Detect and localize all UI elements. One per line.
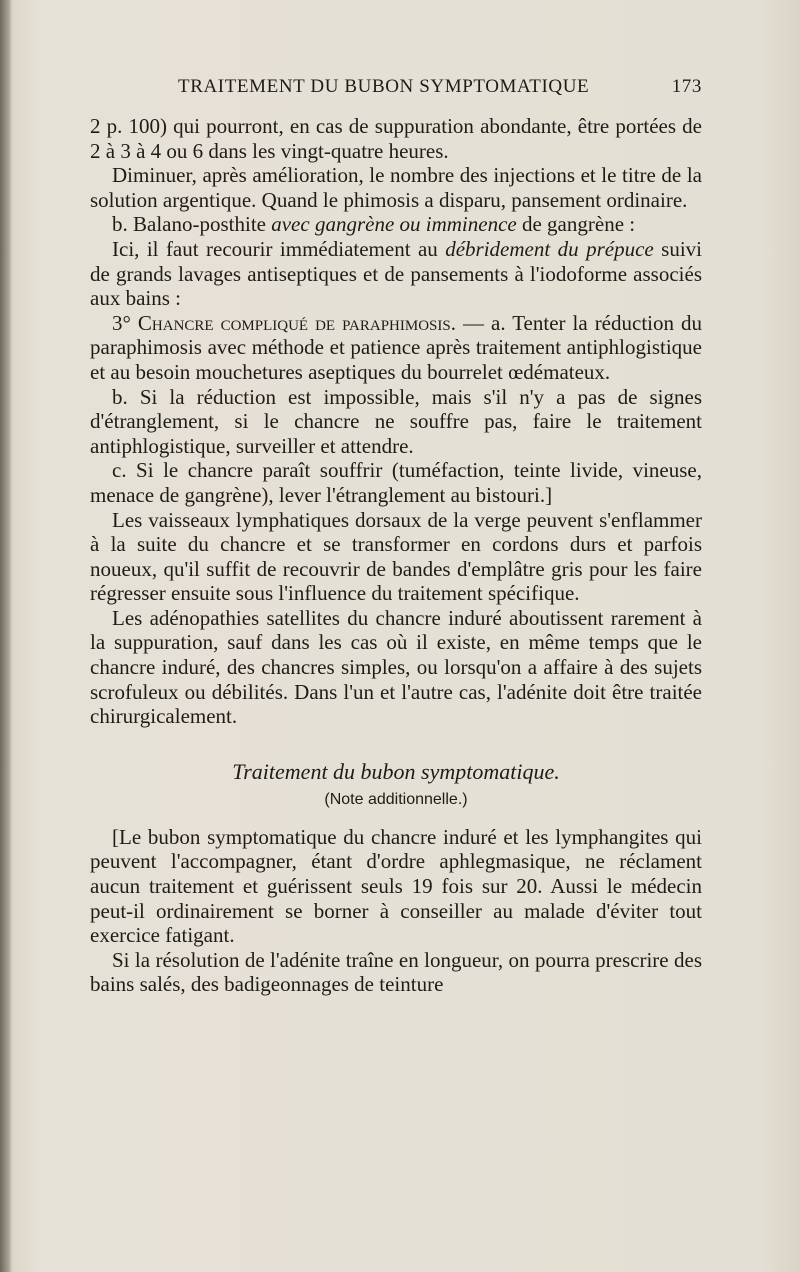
p4-suffix: suivi de grands lavages antiseptiques et de pansements à l'iodoforme associés aux bains :: [90, 236, 702, 311]
p4-prefix: Ici, il faut recourir immédiatement au: [112, 236, 446, 261]
p4-italic: débridement du prépuce: [445, 236, 654, 261]
p5-rest: — a. Tenter la réduction du paraphimosis avec méthode et patience après traitement antiphlogistique et au besoin mouchetures aseptiques du bourrelet œdémateux.: [90, 310, 702, 384]
p5-small-caps: 3° Chancre compliqué de paraphimosis.: [112, 310, 456, 335]
body-text: [90, 114, 702, 997]
page-number: 173: [671, 76, 702, 97]
paragraph-10: [Le bubon symptomatique du chancre induré et les lymphangites qui peuvent l'accompagner, étant d'ordre aphlegmasique, ne réclament aucun traitement et guérissent seuls 19 fois sur 20. Aussi le médecin peut-il ordinairement se borner à conseiller au malade d'éviter tout exercice fatigant.: [90, 824, 702, 948]
paragraph-5: [90, 311, 702, 385]
paragraph-9: Les adénopathies satellites du chancre induré aboutissent rarement à la suppuration, sauf dans les cas où il existe, en même temps que le chancre induré, des chancres simples, ou lorsqu'on a affaire à des sujets scrofuleux ou débilités. Dans l'un et l'autre cas, l'adénite doit être traitée chirurgicalement.: [90, 605, 702, 729]
paragraph-1: 2 p. 100) qui pourront, en cas de suppuration abondante, être portées de 2 à 3 à 4 ou 6 dans les vingt-quatre heures.: [90, 114, 702, 163]
paragraph-8: Les vaisseaux lymphatiques dorsaux de la verge peuvent s'enflammer à la suite du chancre et se transformer en cordons durs et parfois noueux, qu'il suffit de recouvrir de bandes d'emplâtre gris pour les faire régresser ensuite sous l'influence du traitement spécifique.: [90, 507, 702, 606]
paragraph-3: [90, 212, 702, 237]
p3-italic: avec gangrène ou imminence: [271, 212, 517, 237]
page-spine-shadow: [0, 0, 12, 1272]
paragraph-2: Diminuer, après amélioration, le nombre des injections et le titre de la solution argentique. Quand le phimosis a disparu, pansement ordinaire.: [90, 163, 702, 212]
running-head: [90, 76, 702, 102]
paragraph-7: c. Si le chancre paraît souffrir (tuméfaction, teinte livide, vineuse, menace de gangrène), lever l'étranglement au bistouri.]: [90, 458, 702, 507]
paragraph-6: b. Si la réduction est impossible, mais s'il n'y a pas de signes d'étranglement, si le chancre ne souffre pas, faire le traitement antiphlogistique, surveiller et attendre.: [90, 384, 702, 458]
paragraph-4: [90, 237, 702, 311]
running-head-title: TRAITEMENT DU BUBON SYMPTOMATIQUE: [178, 76, 590, 97]
p3-prefix: b. Balano-posthite: [112, 212, 272, 237]
section-heading: Traitement du bubon symptomatique.: [232, 758, 560, 784]
section-note: (Note additionnelle.): [324, 790, 468, 808]
paragraph-11: Si la résolution de l'adénite traîne en longueur, on pourra prescrire des bains salés, des badigeonnages de teinture: [90, 947, 702, 997]
p3-suffix: de gangrène :: [516, 212, 636, 237]
